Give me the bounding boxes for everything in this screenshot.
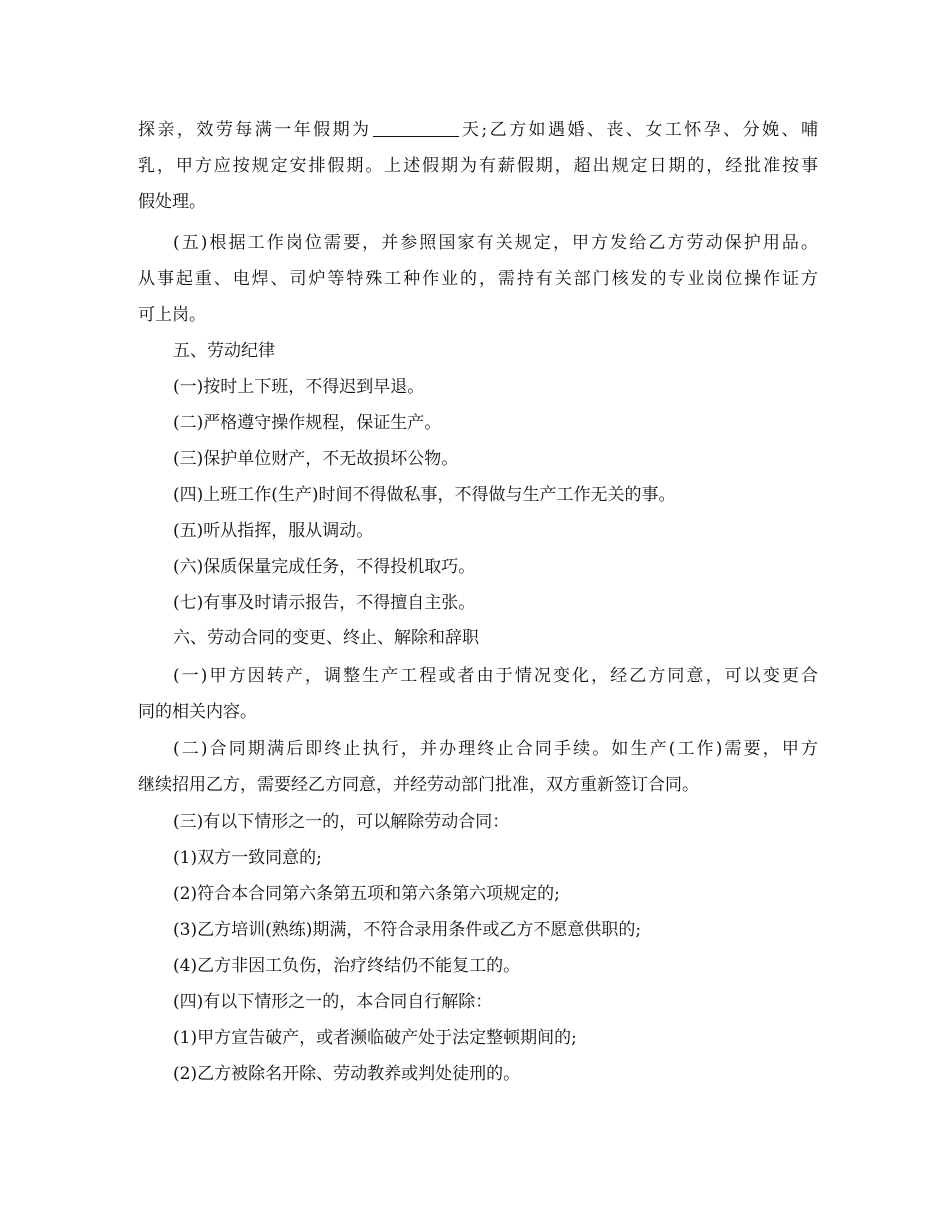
section6-heading: 六、劳动合同的变更、终止、解除和辞职 [173,628,479,648]
text-line: 同的相关内容。 [138,702,257,722]
text-line: 假处理。 [138,192,206,212]
clause1-paragraph [138,658,818,730]
text-line: 乳，甲方应按规定安排假期。上述假期为有薪假期，超出规定日期的，经批准按事 [138,156,818,176]
list-item: (1)甲方宣告破产，或者濒临破产处于法定整顿期间的; [173,1028,577,1048]
section5-heading: 五、劳动纪律 [173,341,275,361]
list-item: (2)乙方被除名开除、劳动教养或判处徒刑的。 [173,1064,521,1084]
list-item: (三)保护单位财产，不无故损坏公物。 [173,449,459,469]
text-line: (一)甲方因转产，调整生产工程或者由于情况变化，经乙方同意，可以变更合 [173,666,818,686]
text-line: 探亲，效劳每满一年假期为 天;乙方如遇婚、丧、女工怀孕、分娩、哺 [138,120,819,140]
text-line: (五)根据工作岗位需要，并参照国家有关规定，甲方发给乙方劳动保护用品。 [173,233,818,253]
list-item: (4)乙方非因工负伤，治疗终结仍不能复工的。 [173,956,521,976]
section5-list [138,369,818,621]
list-item: (3)乙方培训(熟练)期满，不符合录用条件或乙方不愿意供职的; [173,920,642,940]
list-item: (二)严格遵守操作规程，保证生产。 [173,413,442,433]
text-line: 可上岗。 [138,305,206,325]
list-item: (一)按时上下班，不得迟到早退。 [173,377,425,397]
text-line: 继续招用乙方，需要经乙方同意，并经劳动部门批准，双方重新签订合同。 [138,775,699,795]
clause2-paragraph [138,731,818,803]
blank-days-field [373,120,459,137]
list-item: (1)双方一致同意的; [173,848,322,868]
list-item: (2)符合本合同第六条第五项和第六条第六项规定的; [173,884,560,904]
clause3-intro: (三)有以下情形之一的，可以解除劳动合同： [173,812,510,832]
clause4-paragraph [138,984,818,1092]
list-item: (五)听从指挥，服从调动。 [173,521,374,541]
protection-paragraph [138,225,818,333]
clause4-intro: (四)有以下情形之一的，本合同自行解除： [173,992,493,1012]
leave-paragraph [138,112,818,220]
clause3-paragraph [138,804,818,984]
list-item: (七)有事及时请示报告，不得擅自主张。 [173,593,476,613]
list-item: (四)上班工作(生产)时间不得做私事，不得做与生产工作无关的事。 [173,485,676,505]
text-line: 从事起重、电焊、司炉等特殊工种作业的，需持有关部门核发的专业岗位操作证方 [138,269,818,289]
list-item: (六)保质保量完成任务，不得投机取巧。 [173,557,476,577]
text-line: (二)合同期满后即终止执行，并办理终止合同手续。如生产(工作)需要，甲方 [173,739,818,759]
